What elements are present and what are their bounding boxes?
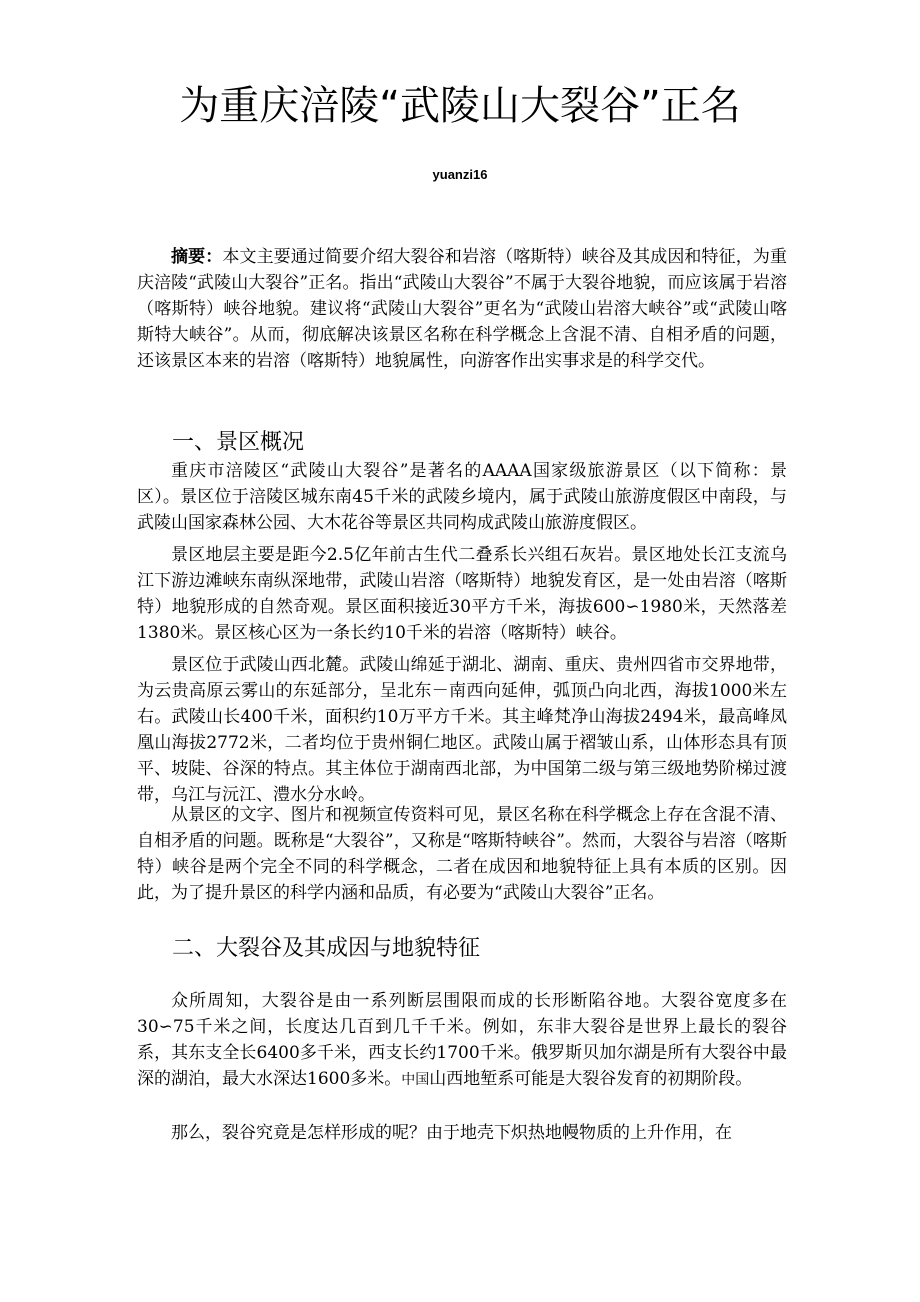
section-heading-overview: 一、景区概况	[172, 430, 305, 455]
rift-paragraph-1-tail: 山西地堑系可能是大裂谷发育的初期阶段。	[429, 1069, 753, 1089]
abstract-paragraph	[137, 244, 787, 374]
rift-paragraph-1-main: 众所周知，大裂谷是由一系列断层围限而成的长形断陷谷地。大裂谷宽度多在30∽75千米之间，长度达几百到几千千米。例如，东非大裂谷是世界上最长的裂谷系，其东支全长6400多千米，西支长约1700千米。俄罗斯贝加尔湖是所有大裂谷中最深的湖泊，最大水深达1600多米。	[137, 991, 787, 1089]
author-name: yuanzi16	[432, 167, 488, 182]
abstract-text: 本文主要通过简要介绍大裂谷和岩溶（喀斯特）峡谷及其成因和特征，为重庆涪陵“武陵山大裂谷”正名。指出“武陵山大裂谷”不属于大裂谷地貌，而应该属于岩溶（喀斯特）峡谷地貌。建议将“武陵山大裂谷”更名为“武陵山岩溶大峡谷”或“武陵山喀斯特大峡谷”。从而，彻底解决该景区名称在科学概念上含混不清、自相矛盾的问题，还该景区本来的岩溶（喀斯特）地貌属性，向游客作出实事求是的科学交代。	[137, 247, 787, 371]
overview-paragraph-2: 景区地层主要是距今2.5亿年前古生代二叠系长兴组石灰岩。景区地处长江支流乌江下游边滩峡东南纵深地带，武陵山岩溶（喀斯特）地貌发育区，是一处由岩溶（喀斯特）地貌形成的自然奇观。景区面积接近30平方千米，海拔600∽1980米，天然落差1380米。景区核心区为一条长约10千米的岩溶（喀斯特）峡谷。	[137, 545, 787, 643]
document-title: 为重庆涪陵“武陵山大裂谷”正名	[179, 83, 741, 129]
overview-paragraph-3: 景区位于武陵山西北麓。武陵山绵延于湖北、湖南、重庆、贵州四省市交界地带，为云贵高原云雾山的东延部分，呈北东－南西向延伸，弧顶凸向北西，海拔1000米左右。武陵山长400千米，面积约10万平方千米。其主峰梵净山海拔2494米，最高峰凤凰山海拔2772米，二者均位于贵州铜仁地区。武陵山属于褶皱山系，山体形态具有顶平、坡陡、谷深的特点。其主体位于湖南西北部，为中国第二级与第三级地势阶梯过渡带，乌江与沅江、澧水分水岭。	[137, 655, 787, 805]
abstract-label: 摘要：	[171, 247, 223, 267]
overview-paragraph-4: 从景区的文字、图片和视频宣传资料可见，景区名称在科学概念上存在含混不清、自相矛盾的问题。既称是“大裂谷”，又称是“喀斯特峡谷”。然而，大裂谷与岩溶（喀斯特）峡谷是两个完全不同的科学概念，二者在成因和地貌特征上具有本质的区别。因此，为了提升景区的科学内涵和品质，有必要为“武陵山大裂谷”正名。	[137, 805, 787, 903]
rift-paragraph-2: 那么，裂谷究竟是怎样形成的呢？由于地壳下炽热地幔物质的上升作用，在	[171, 1123, 732, 1143]
rift-paragraph-1-small: 中国	[401, 1072, 430, 1088]
rift-paragraph-1	[137, 988, 787, 1093]
overview-paragraph-1: 重庆市涪陵区“武陵山大裂谷”是著名的AAAA国家级旅游景区（以下简称：景区）。景区位于涪陵区城东南45千米的武陵乡境内，属于武陵山旅游度假区中南段，与武陵山国家森林公园、大木花谷等景区共同构成武陵山旅游度假区。	[137, 461, 787, 533]
section-heading-rift-valley: 二、大裂谷及其成因与地貌特征	[172, 936, 481, 961]
